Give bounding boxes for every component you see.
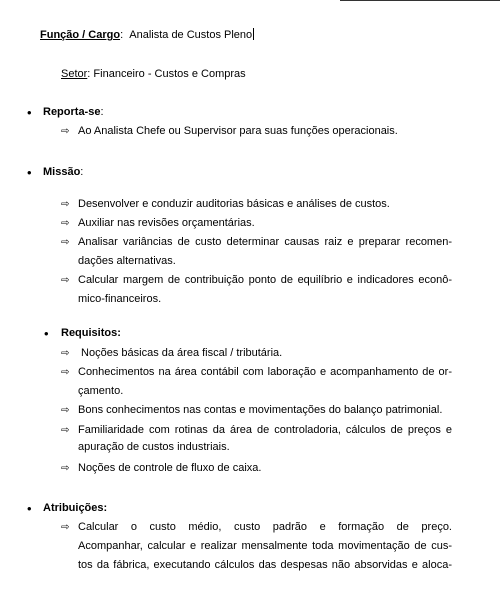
bullet-icon: • <box>27 501 32 516</box>
list-item-line: mico-financeiros. <box>78 293 162 305</box>
role-label: Função / Cargo <box>40 29 121 41</box>
top-border-line <box>340 0 500 1</box>
bullet-icon: • <box>27 105 32 120</box>
arrow-icon: ⇨ <box>61 463 70 474</box>
list-item-line: Analisar variâncias de custo determinar causas raiz e preparar recomen- <box>78 236 452 248</box>
section-title-missao: Missão: <box>43 166 84 178</box>
list-item-line: Auxiliar nas revisões orçamentárias. <box>78 217 255 229</box>
arrow-icon: ⇨ <box>61 425 70 436</box>
bullet-icon: • <box>27 165 32 180</box>
role-value: Analista de Custos Pleno <box>129 29 253 41</box>
sector-value: Financeiro - Custos e Compras <box>93 68 246 80</box>
list-item-line: Conhecimentos na área contábil com laboração e acompanhamento de or- <box>78 366 452 378</box>
section-title-text: Requisitos: <box>61 327 121 339</box>
list-item <box>78 404 452 417</box>
role-line <box>40 28 254 42</box>
list-item-line: Noções de controle de fluxo de caixa. <box>78 462 262 474</box>
arrow-icon: ⇨ <box>61 199 70 210</box>
section-title-text: Atribuições: <box>43 502 108 514</box>
list-item <box>78 424 452 454</box>
section-title-atribuicoes <box>43 502 107 515</box>
list-item <box>78 462 452 475</box>
list-item-line: tos da fábrica, executando cálculos das despesas não absorvidas e aloca- <box>78 559 452 571</box>
arrow-icon: ⇨ <box>61 275 70 286</box>
list-item-line: Calcular margem de contribuição ponto de equilíbrio e indicadores econô- <box>78 274 452 286</box>
list-item-line: Calcular o custo médio, custo padrão e formação de preço. <box>78 521 452 533</box>
list-item-line: Ao Analista Chefe ou Supervisor para suas funções operacionais. <box>78 125 398 137</box>
list-item-line: dações alternativas. <box>78 255 176 267</box>
sector-colon: : <box>87 68 94 80</box>
sector-label: Setor <box>61 68 88 80</box>
role-colon: : <box>120 29 124 41</box>
list-item-line: Bons conhecimentos nas contas e movimentações do balanço patrimonial. <box>78 404 443 416</box>
list-item-line: Noções básicas da área fiscal / tributária. <box>78 347 283 359</box>
arrow-icon: ⇨ <box>61 126 70 137</box>
list-item <box>78 521 452 572</box>
list-item <box>78 347 452 360</box>
sector-line <box>61 68 246 81</box>
arrow-icon: ⇨ <box>61 237 70 248</box>
list-item-line: Desenvolver e conduzir auditorias básicas e análises de custos. <box>78 198 390 210</box>
list-item <box>78 125 452 138</box>
list-item <box>78 217 452 230</box>
bullet-icon: • <box>44 326 49 341</box>
section-title-requisitos <box>61 327 121 340</box>
arrow-icon: ⇨ <box>61 405 70 416</box>
list-item <box>78 236 452 268</box>
list-item-line: Acompanhar, calcular e realizar mensalmente toda movimentação de cus- <box>78 540 452 552</box>
arrow-icon: ⇨ <box>61 367 70 378</box>
list-item <box>78 366 452 398</box>
list-item-line: apuração de custos industriais. <box>78 441 230 453</box>
list-item-line: Familiaridade com rotinas da área de controladoria, cálculos de preços e <box>78 424 452 436</box>
section-title-text: Reporta-se <box>43 106 101 118</box>
list-item-line: çamento. <box>78 385 124 397</box>
section-title-text: Missão <box>43 166 81 178</box>
text-cursor <box>253 28 254 40</box>
arrow-icon: ⇨ <box>61 522 70 533</box>
section-title-reporta: Reporta-se: <box>43 106 104 118</box>
arrow-icon: ⇨ <box>61 348 70 359</box>
list-item <box>78 274 452 306</box>
list-item <box>78 198 452 211</box>
arrow-icon: ⇨ <box>61 218 70 229</box>
